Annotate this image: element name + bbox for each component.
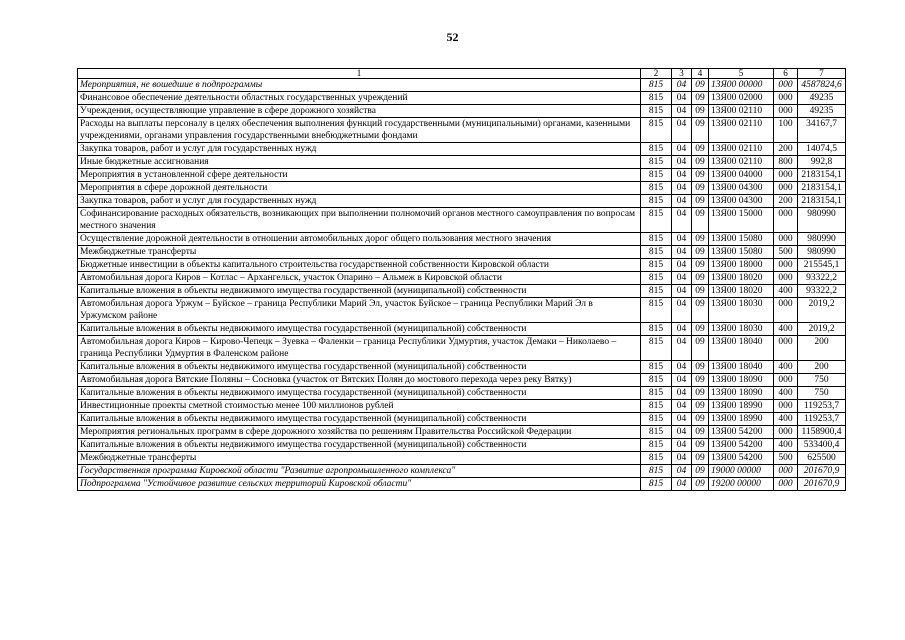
row-expense-type-code: 000 [774, 92, 798, 105]
row-target-code: 19000 00000 [709, 465, 774, 478]
row-expense-type-code: 100 [774, 118, 798, 143]
header-col-admin: 2 [641, 69, 672, 79]
row-name: Расходы на выплаты персоналу в целях обеспечения выполнения функций государственными (муниципальными) органами, казенными учреждениями, органами управления государственными внебюджетными фондами [78, 118, 641, 143]
row-amount: 49235 [798, 105, 846, 118]
row-name: Подпрограмма "Устойчивое развитие сельских территорий Кировской области" [78, 478, 641, 491]
row-target-code: 13Я00 18030 [709, 298, 774, 323]
row-name: Автомобильная дорога Уржум – Буйское – граница Республики Марий Эл, участок Буйское – граница Республики Марий Эл в Уржумском районе [78, 298, 641, 323]
row-name: Автомобильная дорога Вятские Поляны – Сосновка (участок от Вятских Полян до мостового перехода через реку Вятку) [78, 374, 641, 387]
table-row [78, 387, 846, 400]
row-name: Межбюджетные трансферты [78, 246, 641, 259]
header-col-subsection: 4 [692, 69, 709, 79]
row-amount: 49235 [798, 92, 846, 105]
row-admin-code: 815 [641, 143, 672, 156]
row-admin-code: 815 [641, 92, 672, 105]
table-row [78, 361, 846, 374]
row-section-code: 04 [672, 195, 692, 208]
row-admin-code: 815 [641, 259, 672, 272]
row-amount: 980990 [798, 208, 846, 233]
row-section-code: 04 [672, 169, 692, 182]
row-expense-type-code: 200 [774, 143, 798, 156]
row-admin-code: 815 [641, 426, 672, 439]
row-admin-code: 815 [641, 118, 672, 143]
row-name: Финансовое обеспечение деятельности областных государственных учреждений [78, 92, 641, 105]
row-section-code: 04 [672, 259, 692, 272]
table-row [78, 285, 846, 298]
row-target-code: 13Я00 18090 [709, 374, 774, 387]
row-expense-type-code: 800 [774, 156, 798, 169]
row-admin-code: 815 [641, 246, 672, 259]
row-section-code: 04 [672, 426, 692, 439]
table-row [78, 105, 846, 118]
row-name: Капитальные вложения в объекты недвижимого имущества государственной (муниципальной) собственности [78, 387, 641, 400]
row-admin-code: 815 [641, 336, 672, 361]
row-admin-code: 815 [641, 361, 672, 374]
row-section-code: 04 [672, 92, 692, 105]
row-subsection-code: 09 [692, 79, 709, 92]
row-name: Капитальные вложения в объекты недвижимого имущества государственной (муниципальной) собственности [78, 361, 641, 374]
row-expense-type-code: 000 [774, 169, 798, 182]
row-expense-type-code: 400 [774, 413, 798, 426]
row-amount: 119253,7 [798, 413, 846, 426]
row-expense-type-code: 000 [774, 400, 798, 413]
table-body [78, 79, 846, 491]
row-target-code: 13Я00 18990 [709, 400, 774, 413]
row-subsection-code: 09 [692, 478, 709, 491]
row-section-code: 04 [672, 298, 692, 323]
row-target-code: 13Я00 18000 [709, 259, 774, 272]
table-row [78, 413, 846, 426]
row-section-code: 04 [672, 374, 692, 387]
row-subsection-code: 09 [692, 156, 709, 169]
row-amount: 93322,2 [798, 285, 846, 298]
row-expense-type-code: 200 [774, 195, 798, 208]
row-amount: 201670,9 [798, 465, 846, 478]
row-admin-code: 815 [641, 105, 672, 118]
row-subsection-code: 09 [692, 413, 709, 426]
row-subsection-code: 09 [692, 105, 709, 118]
row-name: Мероприятия региональных программ в сфере дорожного хозяйства по решениям Правительства Российской Федерации [78, 426, 641, 439]
row-subsection-code: 09 [692, 374, 709, 387]
row-target-code: 13Я00 02110 [709, 105, 774, 118]
row-section-code: 04 [672, 323, 692, 336]
row-subsection-code: 09 [692, 465, 709, 478]
row-section-code: 04 [672, 361, 692, 374]
row-target-code: 13Я00 02110 [709, 118, 774, 143]
row-subsection-code: 09 [692, 143, 709, 156]
row-subsection-code: 09 [692, 361, 709, 374]
row-target-code: 13Я00 02110 [709, 156, 774, 169]
row-subsection-code: 09 [692, 452, 709, 465]
row-section-code: 04 [672, 336, 692, 361]
row-amount: 2019,2 [798, 298, 846, 323]
row-target-code: 13Я00 02110 [709, 143, 774, 156]
row-name: Капитальные вложения в объекты недвижимого имущества государственной (муниципальной) собственности [78, 439, 641, 452]
row-amount: 14074,5 [798, 143, 846, 156]
row-subsection-code: 09 [692, 233, 709, 246]
row-admin-code: 815 [641, 452, 672, 465]
table-row [78, 259, 846, 272]
table-row [78, 195, 846, 208]
row-admin-code: 815 [641, 169, 672, 182]
row-name: Иные бюджетные ассигнования [78, 156, 641, 169]
table-row [78, 439, 846, 452]
row-target-code: 13Я00 15000 [709, 208, 774, 233]
row-subsection-code: 09 [692, 182, 709, 195]
row-section-code: 04 [672, 208, 692, 233]
row-target-code: 13Я00 18090 [709, 387, 774, 400]
table-row [78, 336, 846, 361]
row-admin-code: 815 [641, 465, 672, 478]
row-name: Капитальные вложения в объекты недвижимого имущества государственной (муниципальной) собственности [78, 413, 641, 426]
row-name: Софинансирование расходных обязательств, возникающих при выполнении полномочий органов местного самоуправления по вопросам местного значения [78, 208, 641, 233]
row-name: Капитальные вложения в объекты недвижимого имущества государственной (муниципальной) собственности [78, 285, 641, 298]
row-target-code: 13Я00 18020 [709, 285, 774, 298]
row-amount: 119253,7 [798, 400, 846, 413]
row-expense-type-code: 400 [774, 387, 798, 400]
header-row [78, 69, 846, 79]
row-subsection-code: 09 [692, 400, 709, 413]
table-row [78, 323, 846, 336]
table-row [78, 156, 846, 169]
row-name: Мероприятия в установленной сфере деятельности [78, 169, 641, 182]
table-row [78, 79, 846, 92]
row-subsection-code: 09 [692, 195, 709, 208]
row-subsection-code: 09 [692, 298, 709, 323]
row-target-code: 13Я00 18020 [709, 272, 774, 285]
row-expense-type-code: 400 [774, 361, 798, 374]
row-section-code: 04 [672, 246, 692, 259]
row-expense-type-code: 000 [774, 259, 798, 272]
row-amount: 93322,2 [798, 272, 846, 285]
row-section-code: 04 [672, 118, 692, 143]
budget-table [77, 68, 846, 491]
row-name: Автомобильная дорога Киров – Кирово-Чепецк – Зуевка – Фаленки – граница Республики Удмуртия, участок Демаки – Николаево – граница Республики Удмуртия в Фаленском районе [78, 336, 641, 361]
row-amount: 2183154,1 [798, 169, 846, 182]
row-expense-type-code: 500 [774, 452, 798, 465]
row-name: Закупка товаров, работ и услуг для государственных нужд [78, 195, 641, 208]
row-section-code: 04 [672, 156, 692, 169]
row-admin-code: 815 [641, 439, 672, 452]
row-amount: 4587824,6 [798, 79, 846, 92]
header-col-target: 5 [709, 69, 774, 79]
row-expense-type-code: 000 [774, 374, 798, 387]
row-section-code: 04 [672, 233, 692, 246]
row-target-code: 13Я00 04300 [709, 182, 774, 195]
row-admin-code: 815 [641, 323, 672, 336]
row-subsection-code: 09 [692, 92, 709, 105]
row-section-code: 04 [672, 105, 692, 118]
row-name: Осуществление дорожной деятельности в отношении автомобильных дорог общего пользования местного значения [78, 233, 641, 246]
row-target-code: 13Я00 04300 [709, 195, 774, 208]
row-amount: 200 [798, 336, 846, 361]
row-subsection-code: 09 [692, 426, 709, 439]
row-admin-code: 815 [641, 374, 672, 387]
row-target-code: 13Я00 15080 [709, 246, 774, 259]
row-target-code: 13Я00 54200 [709, 452, 774, 465]
row-amount: 750 [798, 374, 846, 387]
table-header [78, 69, 846, 79]
row-amount: 2183154,1 [798, 195, 846, 208]
table-row [78, 452, 846, 465]
row-target-code: 13Я00 18040 [709, 336, 774, 361]
table-row [78, 182, 846, 195]
row-target-code: 13Я00 02000 [709, 92, 774, 105]
row-subsection-code: 09 [692, 246, 709, 259]
table-row [78, 118, 846, 143]
row-admin-code: 815 [641, 413, 672, 426]
row-amount: 215545,1 [798, 259, 846, 272]
row-amount: 533400,4 [798, 439, 846, 452]
row-section-code: 04 [672, 413, 692, 426]
row-name: Автомобильная дорога Киров – Котлас – Архангельск, участок Опарино – Альмеж в Кировской области [78, 272, 641, 285]
row-expense-type-code: 000 [774, 233, 798, 246]
row-amount: 1158900,4 [798, 426, 846, 439]
row-amount: 2019,2 [798, 323, 846, 336]
row-admin-code: 815 [641, 400, 672, 413]
table-row [78, 92, 846, 105]
table-row [78, 298, 846, 323]
row-amount: 625500 [798, 452, 846, 465]
row-target-code: 13Я00 00000 [709, 79, 774, 92]
row-admin-code: 815 [641, 79, 672, 92]
page-number: 52 [446, 30, 459, 44]
table-row [78, 400, 846, 413]
row-admin-code: 815 [641, 182, 672, 195]
table-row [78, 478, 846, 491]
table-row [78, 426, 846, 439]
row-target-code: 13Я00 18030 [709, 323, 774, 336]
row-admin-code: 815 [641, 233, 672, 246]
table-row [78, 143, 846, 156]
row-expense-type-code: 000 [774, 272, 798, 285]
row-subsection-code: 09 [692, 387, 709, 400]
row-expense-type-code: 000 [774, 478, 798, 491]
row-admin-code: 815 [641, 195, 672, 208]
table-row [78, 208, 846, 233]
row-subsection-code: 09 [692, 272, 709, 285]
row-admin-code: 815 [641, 208, 672, 233]
row-amount: 2183154,1 [798, 182, 846, 195]
row-admin-code: 815 [641, 387, 672, 400]
row-expense-type-code: 000 [774, 465, 798, 478]
row-expense-type-code: 000 [774, 336, 798, 361]
row-target-code: 19200 00000 [709, 478, 774, 491]
row-amount: 992,8 [798, 156, 846, 169]
row-target-code: 13Я00 54200 [709, 439, 774, 452]
row-admin-code: 815 [641, 478, 672, 491]
row-name: Капитальные вложения в объекты недвижимого имущества государственной (муниципальной) собственности [78, 323, 641, 336]
row-section-code: 04 [672, 387, 692, 400]
row-admin-code: 815 [641, 156, 672, 169]
row-amount: 34167,7 [798, 118, 846, 143]
row-expense-type-code: 400 [774, 285, 798, 298]
row-target-code: 13Я00 54200 [709, 426, 774, 439]
row-name: Государственная программа Кировской области "Развитие агропромышленного комплекса" [78, 465, 641, 478]
row-subsection-code: 09 [692, 439, 709, 452]
row-expense-type-code: 000 [774, 79, 798, 92]
row-amount: 201670,9 [798, 478, 846, 491]
header-col-section: 3 [672, 69, 692, 79]
row-admin-code: 815 [641, 298, 672, 323]
row-expense-type-code: 000 [774, 426, 798, 439]
row-section-code: 04 [672, 285, 692, 298]
row-subsection-code: 09 [692, 285, 709, 298]
row-admin-code: 815 [641, 285, 672, 298]
row-expense-type-code: 400 [774, 439, 798, 452]
table-row [78, 169, 846, 182]
row-expense-type-code: 400 [774, 323, 798, 336]
row-target-code: 13Я00 18040 [709, 361, 774, 374]
row-subsection-code: 09 [692, 118, 709, 143]
header-col-name: 1 [78, 69, 641, 79]
table-row [78, 272, 846, 285]
row-target-code: 13Я00 18990 [709, 413, 774, 426]
row-amount: 980990 [798, 233, 846, 246]
row-target-code: 13Я00 15080 [709, 233, 774, 246]
row-name: Межбюджетные трансферты [78, 452, 641, 465]
row-section-code: 04 [672, 452, 692, 465]
row-section-code: 04 [672, 143, 692, 156]
table-row [78, 246, 846, 259]
row-subsection-code: 09 [692, 259, 709, 272]
row-name: Мероприятия, не вошедшие в подпрограммы [78, 79, 641, 92]
header-col-expense-type: 6 [774, 69, 798, 79]
row-name: Мероприятия в сфере дорожной деятельности [78, 182, 641, 195]
row-subsection-code: 09 [692, 169, 709, 182]
row-expense-type-code: 000 [774, 105, 798, 118]
table-row [78, 465, 846, 478]
row-expense-type-code: 000 [774, 298, 798, 323]
header-col-amount: 7 [798, 69, 846, 79]
row-target-code: 13Я00 04000 [709, 169, 774, 182]
row-section-code: 04 [672, 478, 692, 491]
row-expense-type-code: 000 [774, 182, 798, 195]
row-expense-type-code: 000 [774, 208, 798, 233]
row-section-code: 04 [672, 182, 692, 195]
table-row [78, 233, 846, 246]
row-expense-type-code: 500 [774, 246, 798, 259]
row-name: Учреждения, осуществляющие управление в сфере дорожного хозяйства [78, 105, 641, 118]
row-subsection-code: 09 [692, 208, 709, 233]
table-row [78, 374, 846, 387]
row-subsection-code: 09 [692, 323, 709, 336]
row-amount: 750 [798, 387, 846, 400]
row-amount: 980990 [798, 246, 846, 259]
row-name: Инвестиционные проекты сметной стоимостью менее 100 миллионов рублей [78, 400, 641, 413]
row-amount: 200 [798, 361, 846, 374]
row-name: Бюджетные инвестиции в объекты капитального строительства государственной собственности Кировской области [78, 259, 641, 272]
row-name: Закупка товаров, работ и услуг для государственных нужд [78, 143, 641, 156]
row-subsection-code: 09 [692, 336, 709, 361]
row-section-code: 04 [672, 439, 692, 452]
row-section-code: 04 [672, 400, 692, 413]
row-admin-code: 815 [641, 272, 672, 285]
row-section-code: 04 [672, 79, 692, 92]
row-section-code: 04 [672, 272, 692, 285]
row-section-code: 04 [672, 465, 692, 478]
